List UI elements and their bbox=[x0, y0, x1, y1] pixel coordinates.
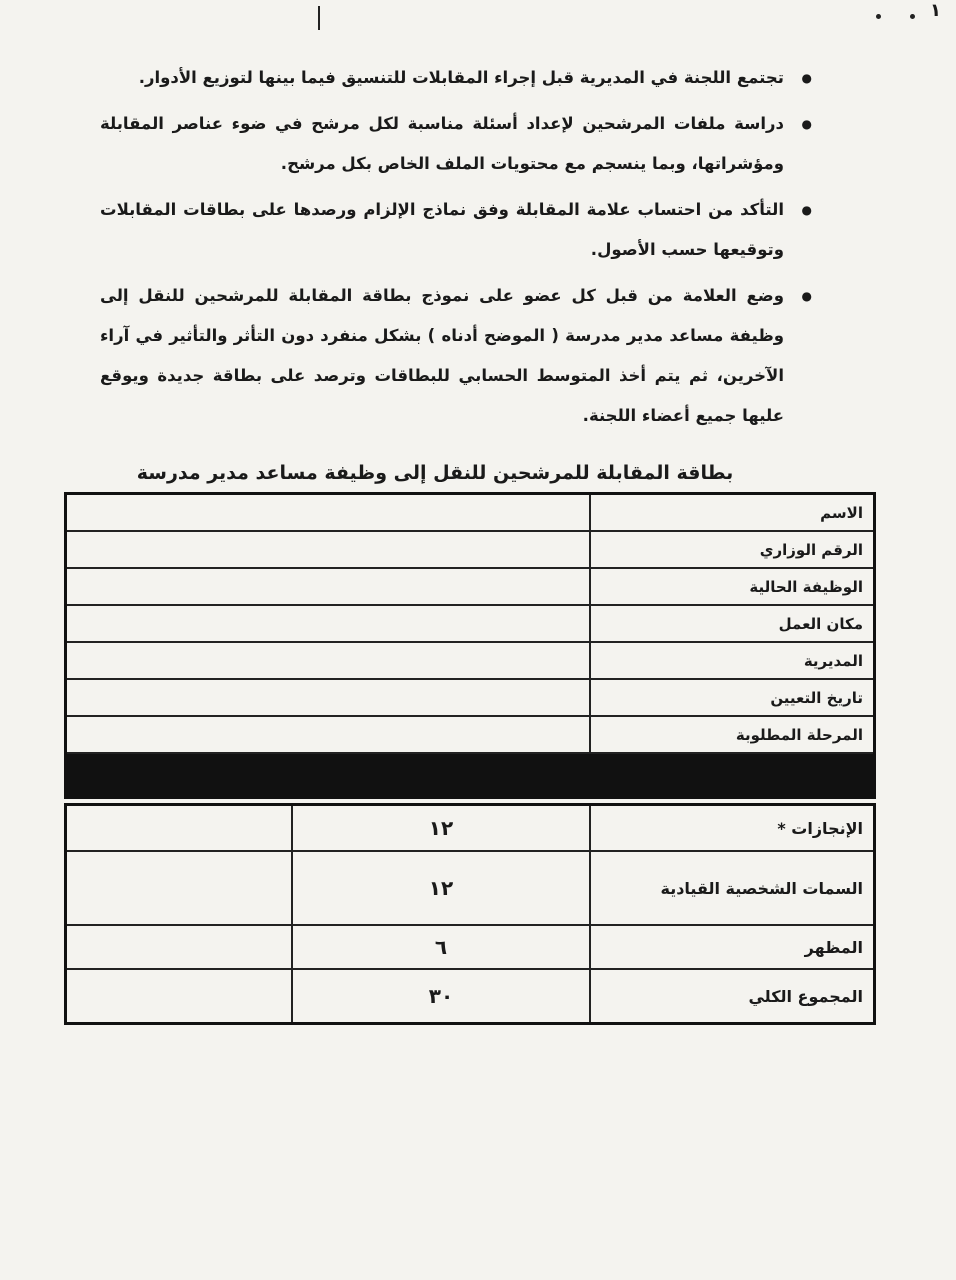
field-value[interactable] bbox=[66, 531, 591, 568]
field-label: المرحلة المطلوبة bbox=[590, 716, 875, 753]
table-row bbox=[66, 851, 875, 925]
score-cell[interactable] bbox=[66, 805, 293, 852]
field-label: مكان العمل bbox=[590, 605, 875, 642]
criterion-label: الإنجازات * bbox=[590, 805, 875, 852]
table-row bbox=[66, 605, 875, 642]
field-value[interactable] bbox=[66, 494, 591, 532]
page-number: ١ bbox=[930, 0, 941, 21]
field-label: الوظيفة الحالية bbox=[590, 568, 875, 605]
field-value[interactable] bbox=[66, 568, 591, 605]
table-row bbox=[66, 925, 875, 969]
field-value[interactable] bbox=[66, 716, 591, 753]
table-row bbox=[66, 969, 875, 1024]
table-row bbox=[66, 642, 875, 679]
table-row bbox=[66, 568, 875, 605]
max-points: ١٢ bbox=[292, 805, 590, 852]
table-row bbox=[66, 805, 875, 852]
field-label: الرقم الوزاري bbox=[590, 531, 875, 568]
field-label: الاسم bbox=[590, 494, 875, 532]
card-title: بطاقة المقابلة للمرشحين للنقل إلى وظيفة مساعد مدير مدرسة bbox=[136, 462, 734, 484]
criterion-label: السمات الشخصية القيادية bbox=[590, 851, 875, 925]
instruction-item: ● التأكد من احتساب علامة المقابلة وفق نماذج الإلزام ورصدها على بطاقات المقابلات وتوقيعها حسب الأصول. bbox=[100, 190, 812, 270]
score-cell[interactable] bbox=[66, 969, 293, 1024]
candidate-info-table bbox=[64, 492, 876, 799]
field-label: المديرية bbox=[590, 642, 875, 679]
separator-bar bbox=[66, 753, 875, 798]
punch-dot bbox=[910, 14, 915, 19]
max-points: ٣٠ bbox=[292, 969, 590, 1024]
max-points: ٦ bbox=[292, 925, 590, 969]
field-label: تاريخ التعيين bbox=[590, 679, 875, 716]
instruction-item: ● دراسة ملفات المرشحين لإعداد أسئلة مناسبة لكل مرشح في ضوء عناصر المقابلة ومؤشراتها، وبما ينسجم مع محتويات الملف الخاص بكل مرشح. bbox=[100, 104, 812, 184]
binding-mark bbox=[318, 6, 320, 30]
field-value[interactable] bbox=[66, 605, 591, 642]
table-row bbox=[66, 494, 875, 532]
table-row bbox=[66, 679, 875, 716]
table-row bbox=[66, 531, 875, 568]
instruction-item: ● تجتمع اللجنة في المديرية قبل إجراء المقابلات للتنسيق فيما بينها لتوزيع الأدوار. bbox=[100, 58, 812, 98]
punch-dot bbox=[876, 14, 881, 19]
score-cell[interactable] bbox=[66, 851, 293, 925]
page-marks bbox=[0, 0, 956, 40]
max-points: ١٢ bbox=[292, 851, 590, 925]
separator-cell bbox=[66, 753, 875, 798]
table-row bbox=[66, 716, 875, 753]
score-cell[interactable] bbox=[66, 925, 293, 969]
field-value[interactable] bbox=[66, 679, 591, 716]
criterion-label: المجموع الكلي bbox=[590, 969, 875, 1024]
criterion-label: المظهر bbox=[590, 925, 875, 969]
instructions-list bbox=[100, 58, 812, 442]
field-value[interactable] bbox=[66, 642, 591, 679]
score-table bbox=[64, 803, 876, 1025]
instruction-item: ● وضع العلامة من قبل كل عضو على نموذج بطاقة المقابلة للمرشحين للنقل إلى وظيفة مساعد مدير مدرسة ( الموضح أدناه ) بشكل منفرد دون التأثر والتأثير في آراء الآخرين، ثم يتم أخذ المتوسط الحسابي للبطاقات وترصد على بطاقة جديدة ويوقع عليها جميع أعضاء اللجنة. bbox=[100, 276, 812, 436]
